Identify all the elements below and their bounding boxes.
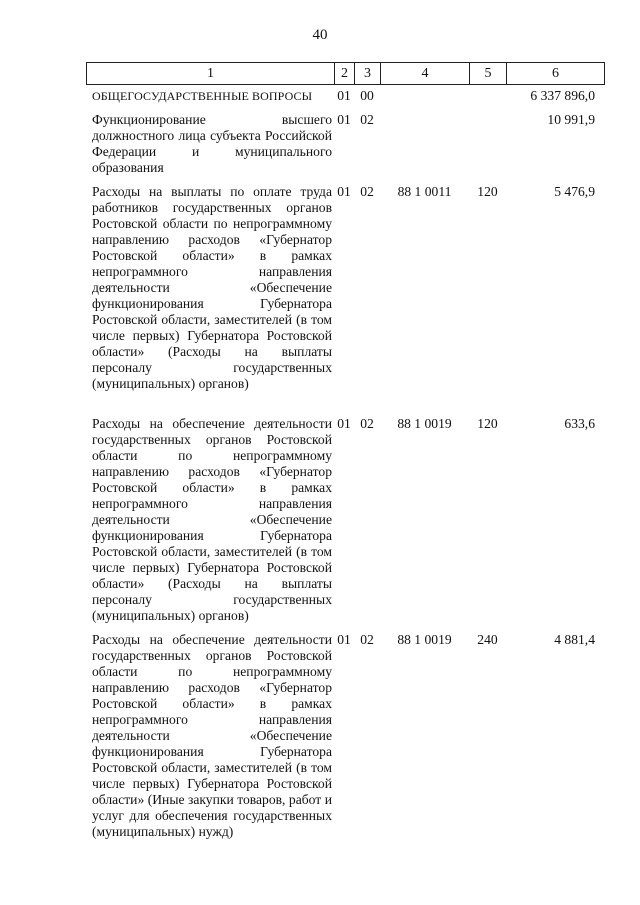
row-sum: 6 337 896,0	[530, 88, 595, 103]
header-col-6: 6	[552, 66, 559, 81]
row-rz: 01	[337, 184, 351, 199]
row-rz: 01	[337, 416, 351, 431]
row-pr: 00	[360, 88, 374, 103]
row-rz: 01	[337, 88, 351, 103]
table-row	[86, 112, 605, 184]
row-sum: 633,6	[564, 416, 595, 431]
row-sum: 5 476,9	[554, 184, 595, 199]
table-row	[86, 632, 605, 872]
page-number: 40	[312, 27, 328, 43]
header-col-2: 2	[335, 63, 355, 84]
row-vr: 240	[477, 632, 498, 647]
header-col-1: 1	[87, 63, 335, 84]
table-header	[86, 62, 605, 85]
table-row	[86, 184, 605, 416]
table-row	[86, 88, 605, 112]
row-csr	[380, 88, 469, 112]
row-pr: 02	[360, 416, 374, 431]
row-name: Расходы на обеспечение деятельности государственных органов Ростовской области по непрограммному направлению расходов «Губернатор Ростовской области» в рамках непрограммного направления деятельности «Обеспечение функционирования Губернатора Ростовской области, заместителей (в том числе первых) Губернатора Ростовской области» (Иные закупки товаров, работ и услуг для обеспечения государственных (муниципальных) нужд)	[92, 632, 332, 839]
row-name: Расходы на выплаты по оплате труда работников государственных органов Ростовской области по непрограммному направлению расходов «Губернатор Ростовской области» в рамках непрограммного направления деятельности «Обеспечение функционирования Губернатора Ростовской области, заместителей (в том числе первых) Губернатора Ростовской области» (Расходы на выплаты персоналу государственных (муниципальных) органов)	[92, 184, 332, 391]
row-csr: 88 1 0019	[397, 416, 452, 431]
row-csr: 88 1 0019	[397, 632, 452, 647]
row-pr: 02	[360, 184, 374, 199]
header-col-5: 5	[470, 63, 507, 84]
row-vr	[469, 88, 506, 112]
table-row	[86, 416, 605, 632]
row-name: Функционирование высшего должностного лица субъекта Российской Федерации и муниципального образования	[92, 112, 332, 175]
header-col-4: 4	[381, 63, 470, 84]
row-vr: 120	[477, 184, 498, 199]
row-sum: 10 991,9	[547, 112, 595, 127]
row-name: Расходы на обеспечение деятельности государственных органов Ростовской области по непрограммному направлению расходов «Губернатор Ростовской области» в рамках непрограммного направления деятельности «Обеспечение функционирования Губернатора Ростовской области, заместителей (в том числе первых) Губернатора Ростовской области» (Расходы на выплаты персоналу государственных (муниципальных) органов)	[92, 416, 332, 623]
table-body	[86, 88, 605, 872]
row-name: ОБЩЕГОСУДАРСТВЕННЫЕ ВОПРОСЫ	[92, 89, 313, 103]
row-vr: 120	[477, 416, 498, 431]
row-pr: 02	[360, 632, 374, 647]
row-csr	[380, 112, 469, 184]
header-col-3: 3	[355, 63, 381, 84]
row-rz: 01	[337, 632, 351, 647]
row-pr: 02	[360, 112, 374, 127]
row-sum: 4 881,4	[554, 632, 595, 647]
row-rz: 01	[337, 112, 351, 127]
row-vr	[469, 112, 506, 184]
row-csr: 88 1 0011	[397, 184, 452, 199]
